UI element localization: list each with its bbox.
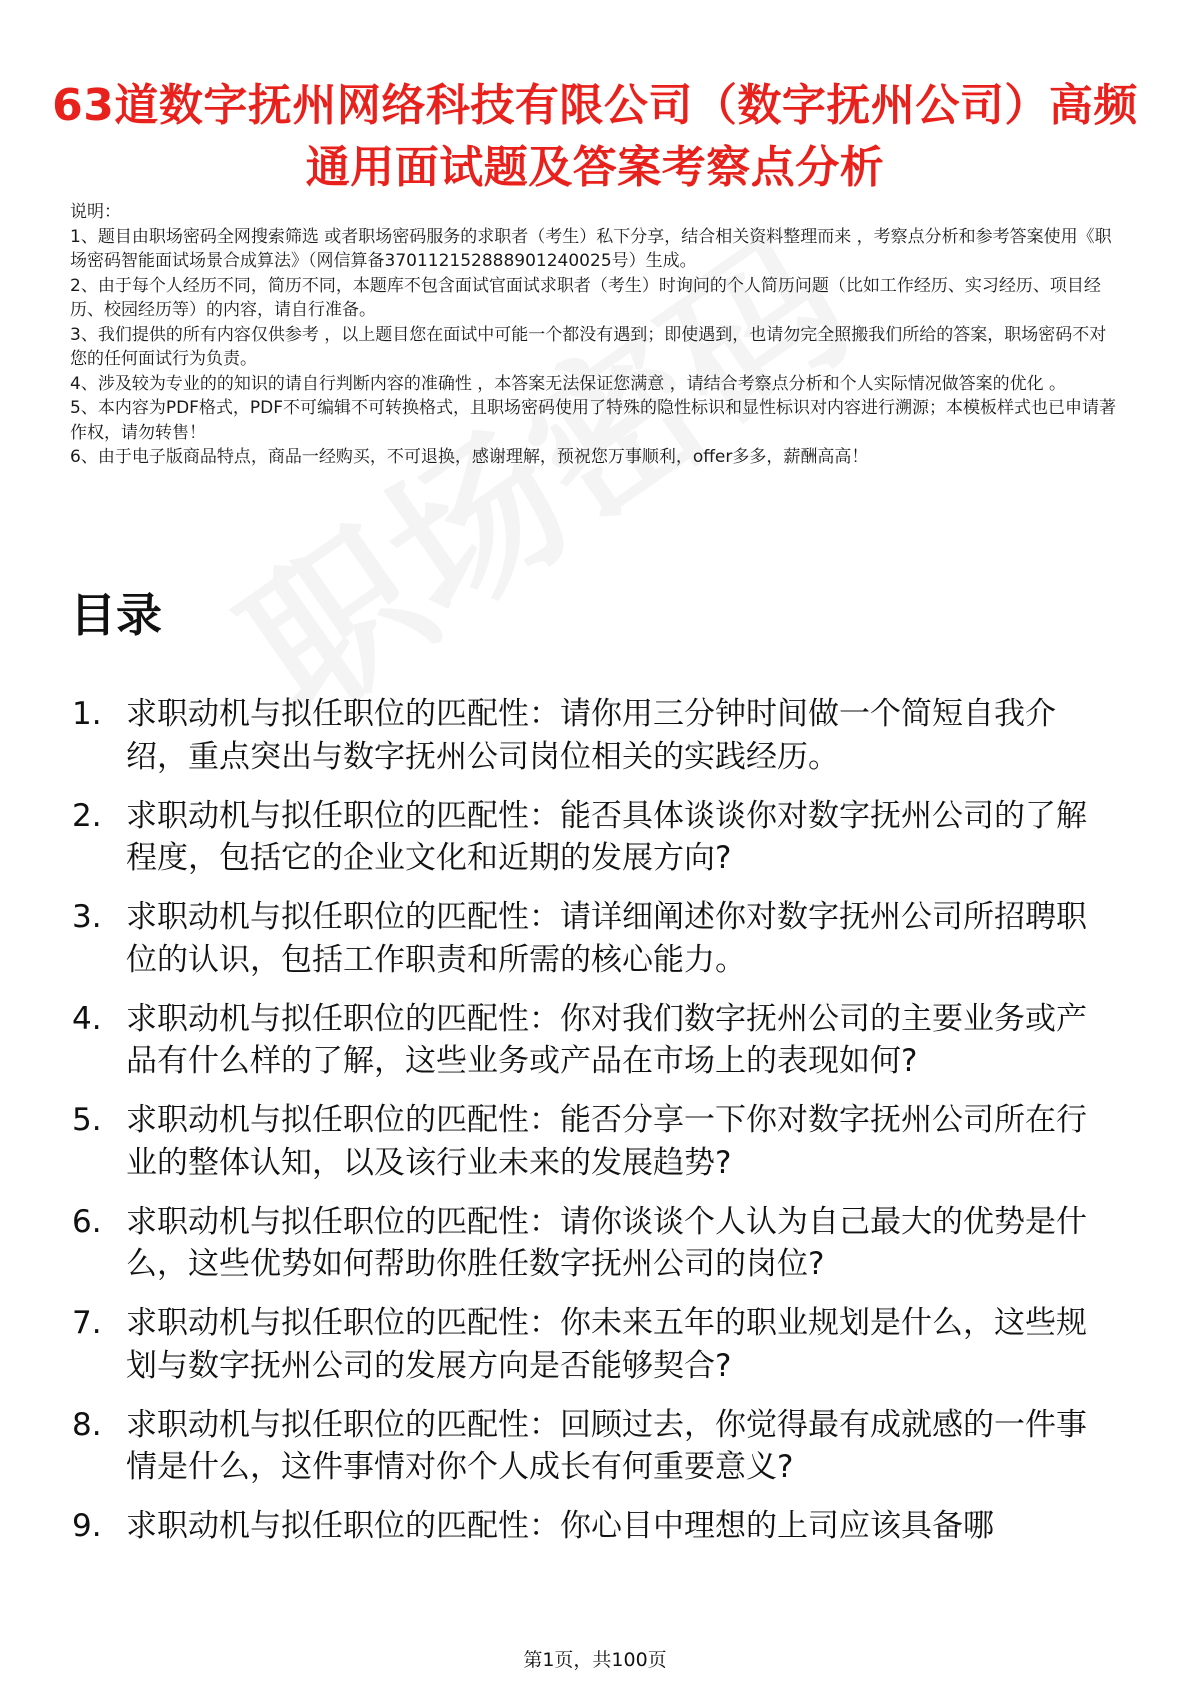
toc-item-text: 求职动机与拟任职位的匹配性：你心目中理想的上司应该具备哪 <box>126 1508 994 1544</box>
toc-item[interactable] <box>72 1302 1112 1387</box>
toc-item-text: 求职动机与拟任职位的匹配性：你未来五年的职业规划是什么，这些规划与数字抚州公司的发展方向是否能够契合? <box>126 1305 1087 1384</box>
table-of-contents <box>72 693 1112 1564</box>
toc-item[interactable] <box>72 1201 1112 1286</box>
toc-item[interactable] <box>72 693 1112 778</box>
toc-item-number: 3. <box>72 899 102 935</box>
note-item: 5、本内容为PDF格式，PDF不可编辑不可转换格式，且职场密码使用了特殊的隐性标识和显性标识对内容进行溯源；本模板样式也已申请著作权，请勿转售！ <box>70 398 1117 443</box>
toc-item-number: 7. <box>72 1305 102 1341</box>
toc-item-text: 求职动机与拟任职位的匹配性：能否分享一下你对数字抚州公司所在行业的整体认知，以及该行业未来的发展趋势? <box>126 1102 1087 1181</box>
toc-item[interactable] <box>72 1404 1112 1489</box>
note-item: 6、由于电子版商品特点，商品一经购买，不可退换，感谢理解，预祝您万事顺利，offer多多，薪酬高高！ <box>70 447 869 467</box>
toc-item-number: 9. <box>72 1508 102 1544</box>
toc-item-number: 4. <box>72 1000 102 1037</box>
toc-item-text: 求职动机与拟任职位的匹配性：请你谈谈个人认为自己最大的优势是什么，这些优势如何帮助你胜任数字抚州公司的岗位? <box>126 1203 1087 1282</box>
page-footer: 第1页，共100页 <box>523 1649 667 1671</box>
toc-item[interactable] <box>72 1099 1112 1184</box>
notes-heading: 说明： <box>70 202 121 222</box>
toc-item-number: 6. <box>72 1203 102 1240</box>
notes-section <box>70 200 1120 470</box>
toc-item-text: 求职动机与拟任职位的匹配性：你对我们数字抚州公司的主要业务或产品有什么样的了解，这些业务或产品在市场上的表现如何? <box>126 1000 1087 1079</box>
note-item: 3、我们提供的所有内容仅供参考 ，以上题目您在面试中可能一个都没有遇到；即使遇到，也请勿完全照搬我们所给的答案，职场密码不对您的任何面试行为负责。 <box>70 324 1107 369</box>
toc-item-number: 8. <box>72 1406 102 1443</box>
toc-item[interactable] <box>72 795 1112 880</box>
note-item: 2、由于每个人经历不同，简历不同，本题库不包含面试官面试求职者（考生）时询问的个人简历问题（比如工作经历、实习经历、项目经历、校园经历等）的内容，请自行准备。 <box>70 275 1101 320</box>
note-item: 4、涉及较为专业的的知识的请自行判断内容的准确性 ，本答案无法保证您满意 ，请结合考察点分析和个人实际情况做答案的优化 。 <box>70 373 1067 394</box>
document-title: 63道数字抚州网络科技有限公司（数字抚州公司）高频通用面试题及答案考察点分析 <box>52 80 1138 194</box>
toc-item-text: 求职动机与拟任职位的匹配性：回顾过去，你觉得最有成就感的一件事情是什么，这件事情对你个人成长有何重要意义? <box>126 1406 1087 1485</box>
toc-item[interactable] <box>72 896 1112 981</box>
toc-item-text: 求职动机与拟任职位的匹配性：能否具体谈谈你对数字抚州公司的了解程度，包括它的企业文化和近期的发展方向? <box>126 797 1087 876</box>
note-item: 1、题目由职场密码全网搜索筛选 或者职场密码服务的求职者（考生）私下分享，结合相关资料整理而来 ，考察点分析和参考答案使用《职场密码智能面试场景合成算法》（网信算备370112152888901240025号）生成。 <box>70 226 1112 271</box>
toc-item-text: 求职动机与拟任职位的匹配性：请详细阐述你对数字抚州公司所招聘职位的认识，包括工作职责和所需的核心能力。 <box>126 899 1087 978</box>
toc-item-number: 2. <box>72 797 102 834</box>
toc-item-number: 5. <box>72 1102 102 1138</box>
toc-item-number: 1. <box>72 696 102 732</box>
toc-item[interactable] <box>72 1505 1112 1548</box>
toc-heading: 目录 <box>70 588 162 642</box>
toc-item[interactable] <box>72 998 1112 1083</box>
toc-item-text: 求职动机与拟任职位的匹配性：请你用三分钟时间做一个简短自我介绍，重点突出与数字抚州公司岗位相关的实践经历。 <box>126 696 1056 775</box>
